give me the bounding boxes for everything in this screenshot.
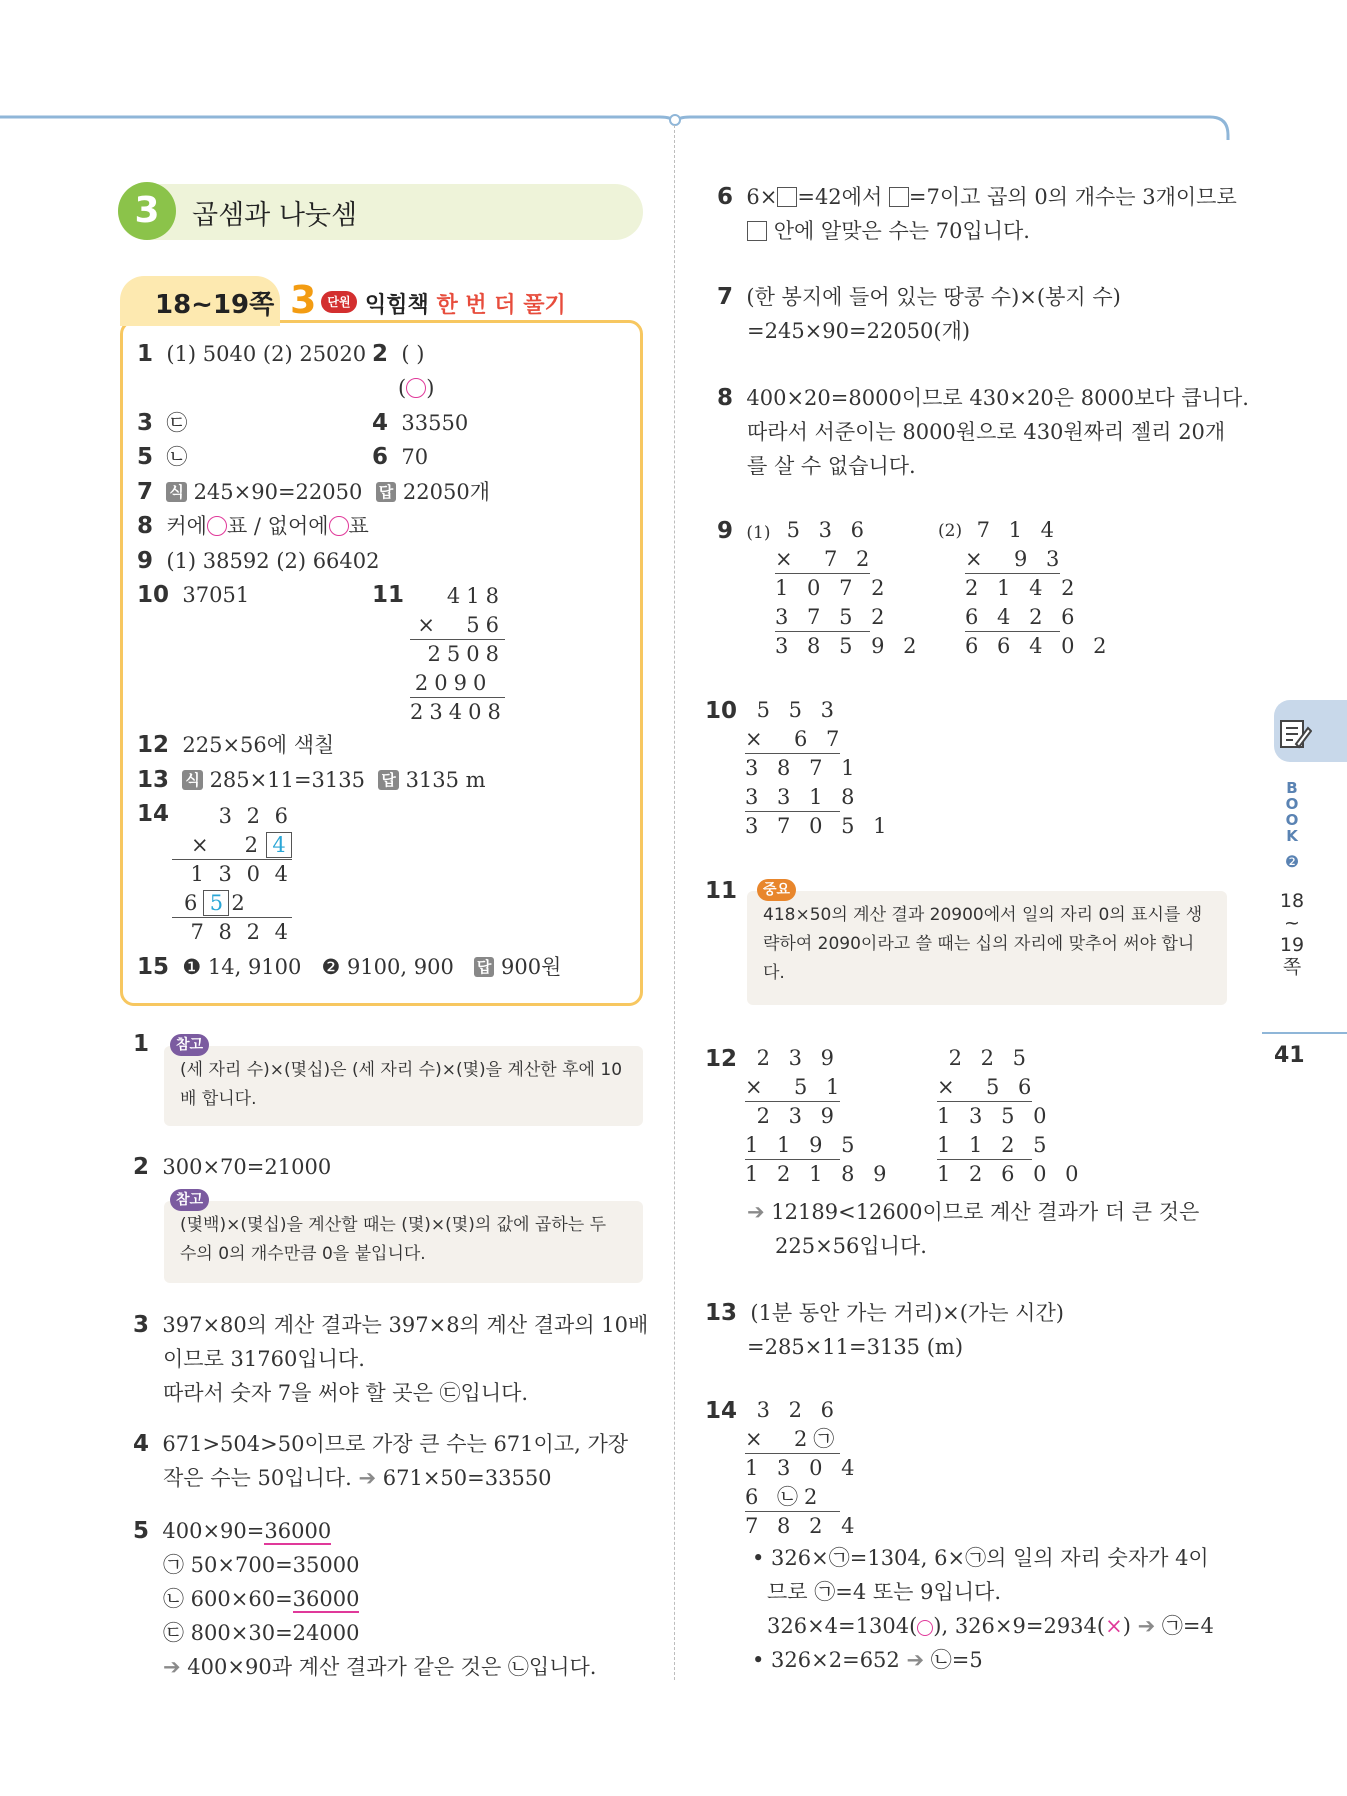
unit-badge: 단원 bbox=[321, 291, 357, 313]
page-number: 41 bbox=[1274, 1043, 1305, 1068]
answer-3: 3 ㉢ bbox=[137, 410, 188, 436]
explain-5-l4: ㉢ 800×30=24000 bbox=[163, 1621, 360, 1645]
top-border-line bbox=[0, 100, 1240, 140]
answer-14-number: 14 bbox=[137, 801, 170, 827]
answer-12: 12 225×56에 색칠 bbox=[137, 732, 335, 758]
explain-14-l2: 므로 ㉠=4 또는 9입니다. bbox=[767, 1580, 1002, 1604]
explain-9b-multiplication: 7 1 4 × 9 3 2 1 4 2 6 4 2 6 6 6 4 0 2 bbox=[965, 518, 1113, 658]
answer-15: 15 ❶ 14, 9100 ❷ 9100, 900 답 900원 bbox=[137, 954, 562, 980]
explain-10-number: 10 bbox=[705, 698, 738, 724]
blank-box-icon bbox=[777, 187, 797, 207]
explain-12-number: 12 bbox=[705, 1046, 738, 1072]
explain-5-l3: ㉡ 600×60=36000 bbox=[163, 1587, 360, 1611]
explain-12a-multiplication: 2 3 9 × 5 1 2 3 9 1 1 9 5 1 2 1 8 9 bbox=[745, 1046, 893, 1186]
explain-8-l3: 를 살 수 없습니다. bbox=[747, 454, 916, 478]
chapter-number-badge: 3 bbox=[118, 182, 176, 240]
blank-box-icon bbox=[747, 221, 767, 241]
explain-4-l2: 작은 수는 50입니다. ➔ 671×50=33550 bbox=[163, 1466, 552, 1490]
explain-14-multiplication: 3 2 6 × 2㉠ 1 3 0 4 6 ㉡2 7 8 2 4 bbox=[745, 1398, 861, 1538]
answer-2-circle: ( ) bbox=[398, 376, 435, 400]
answer-6: 6 70 bbox=[372, 444, 429, 470]
explain-8-l1: 8 400×20=8000이므로 430×20은 8000보다 큽니다. bbox=[717, 385, 1249, 411]
arrow-icon: ➔ bbox=[1137, 1614, 1156, 1638]
explain-7-l1: 7 (한 봉지에 들어 있는 땅콩 수)×(봉지 수) bbox=[717, 284, 1121, 310]
explain-1-number: 1 bbox=[133, 1031, 150, 1057]
unit-number: 3 bbox=[290, 278, 317, 322]
explain-6-l1: 6 6× =42에서 =7이고 곱의 0의 개수는 3개이므로 bbox=[717, 184, 1237, 210]
answer-4: 4 33550 bbox=[372, 410, 469, 436]
answer-8: 8 커에 표 / 없어에 표 bbox=[137, 513, 369, 539]
explain-2-note: (몇백)×(몇십)을 계산할 때는 (몇)×(몇)의 값에 곱하는 두 수의 0의 개수만큼 0을 붙입니다. bbox=[164, 1201, 643, 1283]
explain-7-l2: =245×90=22050(개) bbox=[747, 319, 971, 343]
explain-3-l1: 3 397×80의 계산 결과는 397×8의 계산 결과의 10배 bbox=[133, 1312, 649, 1338]
explain-14-l1: • 326×㉠=1304, 6×㉠의 일의 자리 숫자가 4이 bbox=[752, 1546, 1209, 1570]
answer-2: 2 ( ) bbox=[372, 341, 425, 367]
notebook-pencil-icon bbox=[1278, 718, 1312, 752]
blank-box-icon bbox=[889, 187, 909, 207]
explain-13-l2: =285×11=3135 (m) bbox=[747, 1335, 964, 1359]
circle-mark-icon bbox=[329, 516, 349, 536]
explain-14-l3: 326×4=1304( ), 326×9=2934(×) ➔ ㉠=4 bbox=[767, 1614, 1214, 1638]
explain-12-l1: ➔ 12189<12600이므로 계산 결과가 더 큰 것은 bbox=[747, 1200, 1200, 1224]
explain-9a-multiplication: 5 3 6 × 7 2 1 0 7 2 3 7 5 2 3 8 5 9 2 bbox=[775, 518, 923, 658]
explain-11-tag: 중요 bbox=[757, 879, 796, 901]
arrow-icon: ➔ bbox=[906, 1648, 925, 1672]
explain-3-l2: 이므로 31760입니다. bbox=[163, 1347, 365, 1371]
sidebar-book-label: BOOK bbox=[1285, 779, 1299, 845]
explain-5-l1: 5 400×90=36000 bbox=[133, 1518, 332, 1544]
explain-12-l2: 225×56입니다. bbox=[775, 1234, 927, 1258]
arrow-icon: ➔ bbox=[358, 1466, 377, 1490]
sidebar-rule bbox=[1262, 1032, 1347, 1034]
explain-13-l1: 13 (1분 동안 가는 거리)×(가는 시간) bbox=[705, 1300, 1064, 1326]
sidebar-pages: 18 ~ 19 쪽 bbox=[1279, 890, 1305, 978]
explain-1-tag: 참고 bbox=[170, 1034, 209, 1056]
explain-11-number: 11 bbox=[705, 878, 738, 904]
arrow-icon: ➔ bbox=[163, 1655, 181, 1679]
circle-mark-icon bbox=[207, 516, 227, 536]
explain-12b-multiplication: 2 2 5 × 5 6 1 3 5 0 1 1 2 5 1 2 6 0 0 bbox=[937, 1046, 1085, 1186]
explain-14-l4: • 326×2=652 ➔ ㉡=5 bbox=[752, 1648, 983, 1672]
answer-1: 1 (1) 5040 (2) 25020 bbox=[137, 341, 367, 367]
arrow-icon: ➔ bbox=[747, 1200, 765, 1224]
answer-13: 13 식 285×11=3135 답 3135 m bbox=[137, 767, 486, 793]
answer-7: 7 식 245×90=22050 답 22050개 bbox=[137, 479, 491, 505]
answer-5: 5 ㉡ bbox=[137, 444, 188, 470]
explain-5-l5: ➔ 400×90과 계산 결과가 같은 것은 ㉡입니다. bbox=[163, 1655, 597, 1679]
column-divider bbox=[674, 125, 675, 1680]
answer-9: 9 (1) 38592 (2) 66402 bbox=[137, 548, 380, 574]
explain-8-l2: 따라서 서준이는 8000원으로 430원짜리 젤리 20개 bbox=[747, 420, 1226, 444]
circle-mark-icon bbox=[917, 1620, 933, 1636]
sidebar-book-number: ❷ bbox=[1284, 852, 1300, 871]
explain-1-note: (세 자리 수)×(몇십)은 (세 자리 수)×(몇)을 계산한 후에 10배 합니다. bbox=[164, 1046, 643, 1126]
explain-3-l3: 따라서 숫자 7을 써야 할 곳은 ㉢입니다. bbox=[163, 1381, 529, 1405]
answer-11-number: 11 bbox=[372, 582, 405, 608]
explain-10-multiplication: 5 5 3 × 6 7 3 8 7 1 3 3 1 8 3 7 0 5 1 bbox=[745, 698, 893, 838]
explain-9-number: 9 (1) bbox=[717, 518, 771, 544]
explain-14-number: 14 bbox=[705, 1398, 738, 1424]
explain-2-tag: 참고 bbox=[170, 1189, 209, 1211]
explain-5-l2: ㉠ 50×700=35000 bbox=[163, 1553, 360, 1577]
circle-mark-icon bbox=[406, 378, 426, 398]
explain-6-l2: 안에 알맞은 수는 70입니다. bbox=[747, 214, 1030, 248]
chapter-title: 곱셈과 나눗셈 bbox=[192, 200, 358, 231]
explain-9-part2: (2) bbox=[938, 521, 963, 541]
panel-book-title: 익힘책 한 번 더 풀기 bbox=[365, 293, 566, 318]
explain-11-note: 418×50의 계산 결과 20900에서 일의 자리 0의 표시를 생략하여 2090이라고 쓸 때는 십의 자리에 맞추어 써야 합니다. bbox=[747, 891, 1227, 1005]
answer-14-multiplication: 3 2 6 × 2 4 1 3 0 4 6 5 2 7 8 2 4 bbox=[172, 802, 292, 947]
answer-11-multiplication: 418 × 56 2508 2090 23408 bbox=[410, 584, 507, 724]
panel-pages: 18~19쪽 bbox=[155, 290, 275, 320]
explain-2: 2 300×70=21000 bbox=[133, 1154, 332, 1180]
answer-10: 10 37051 bbox=[137, 582, 250, 608]
explain-4-l1: 4 671>504>50이므로 가장 큰 수는 671이고, 가장 bbox=[133, 1431, 629, 1457]
